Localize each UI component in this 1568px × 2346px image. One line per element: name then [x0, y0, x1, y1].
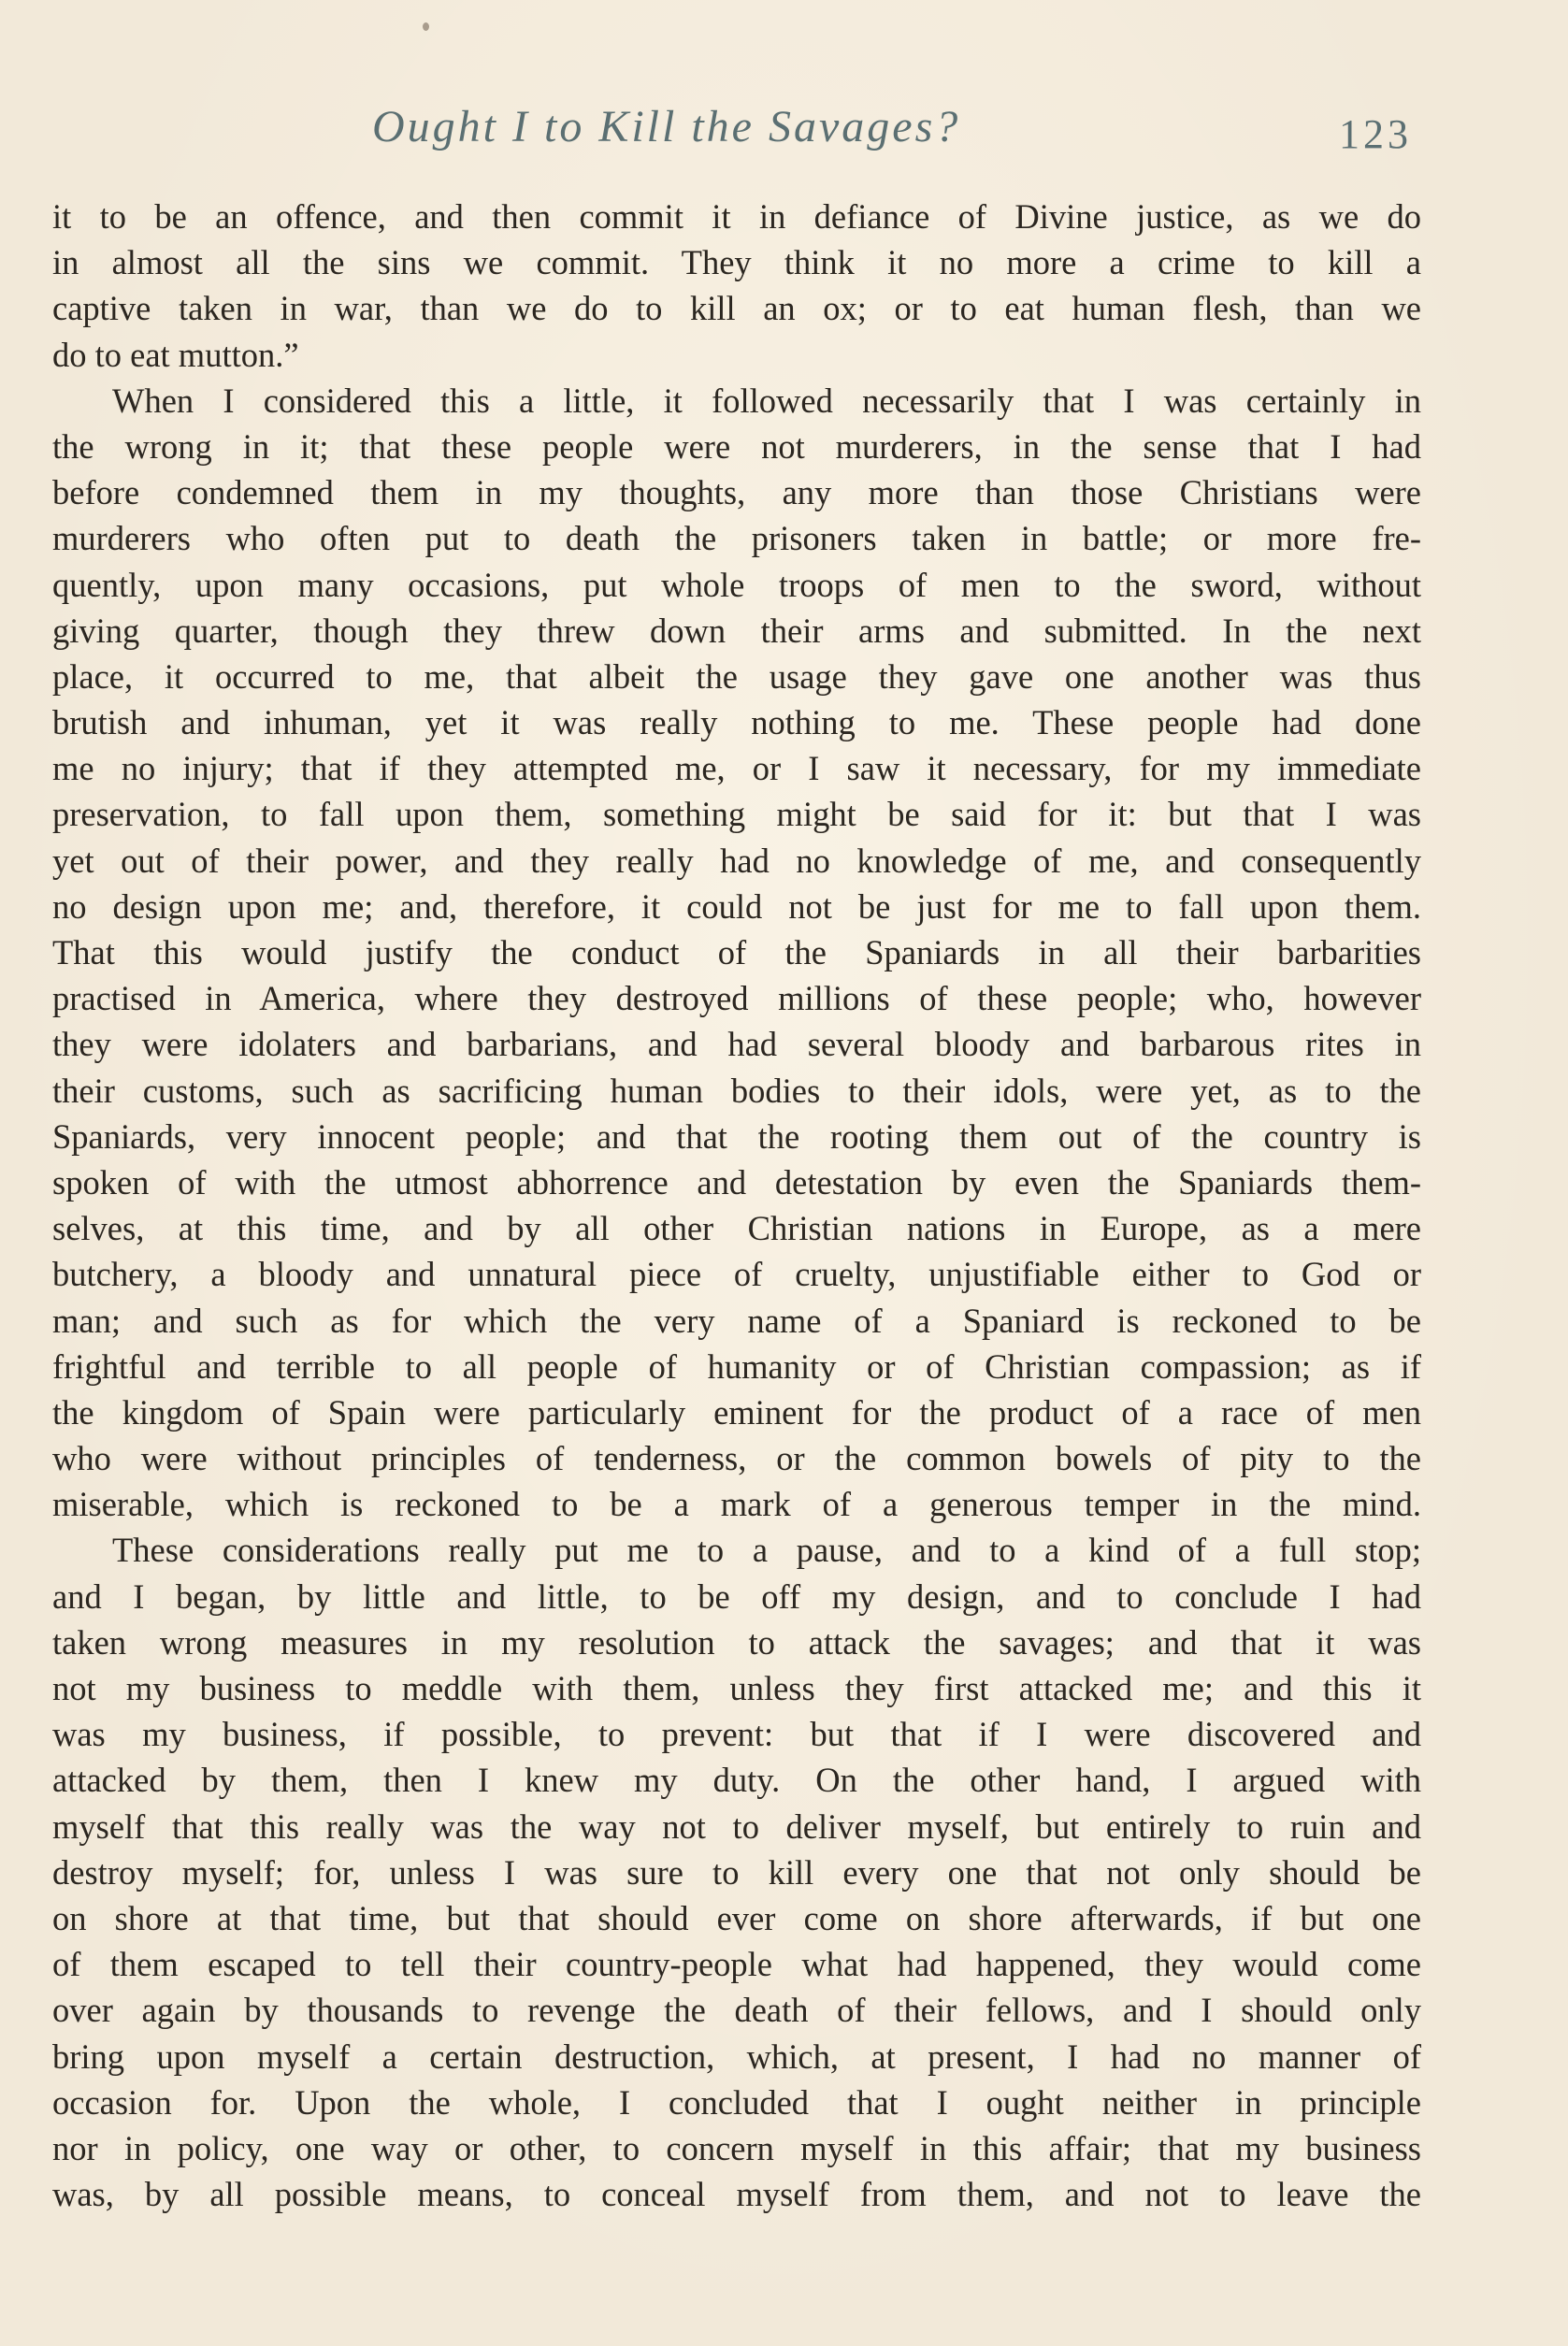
text-line: yet out of their power, and they really had no knowledge of me, and consequently [52, 841, 1421, 880]
text-line: captive taken in war, than we do to kill an ox; or to eat human flesh, than we [52, 289, 1421, 328]
text-line: attacked by them, then I knew my duty. On the other hand, I argued with [52, 1761, 1421, 1800]
text-line: These considerations really put me to a pause, and to a kind of a full stop; [112, 1531, 1421, 1570]
body-text [52, 194, 1421, 2217]
text-line: place, it occurred to me, that albeit the usage they gave one another was thus [52, 656, 1421, 696]
text-line: murderers who often put to death the prisoners taken in battle; or more fre- [52, 519, 1421, 558]
text-line: not my business to meddle with them, unless they first attacked me; and this it [52, 1669, 1421, 1707]
text-line: man; and such as for which the very name of a Spaniard is reckoned to be [52, 1301, 1421, 1340]
text-line: When I considered this a little, it followed necessarily that I was certainly in [112, 381, 1421, 420]
text-line: Spaniards, very innocent people; and that the rooting them out of the country is [52, 1116, 1421, 1156]
text-line: selves, at this time, and by all other Christian nations in Europe, as a mere [52, 1209, 1421, 1248]
text-line: was, by all possible means, to conceal myself from them, and not to leave the [52, 2175, 1421, 2214]
text-line: brutish and inhuman, yet it was really nothing to me. These people had done [52, 703, 1421, 742]
text-line: the wrong in it; that these people were not murderers, in the sense that I had [52, 426, 1421, 466]
text-line: giving quarter, though they threw down their arms and submitted. In the next [52, 611, 1421, 650]
text-line: was my business, if possible, to prevent: but that if I were discovered and [52, 1715, 1421, 1754]
text-line: their customs, such as sacrificing human bodies to their idols, were yet, as to the [52, 1071, 1421, 1110]
text-line: the kingdom of Spain were particularly eminent for the product of a race of men [52, 1392, 1421, 1432]
text-line: in almost all the sins we commit. They think it no more a crime to kill a [52, 243, 1421, 282]
page-number: 123 [1339, 111, 1412, 157]
text-line: nor in policy, one way or other, to concern myself in this affair; that my business [52, 2128, 1421, 2167]
text-line: on shore at that time, but that should ever come on shore afterwards, if but one [52, 1898, 1421, 1937]
text-line: do to eat mutton.” [52, 335, 299, 374]
text-line: preservation, to fall upon them, something might be said for it: but that I was [52, 795, 1421, 834]
text-line: before condemned them in my thoughts, any more than those Christians were [52, 473, 1421, 512]
text-line: who were without principles of tenderness, or the common bowels of pity to the [52, 1439, 1421, 1478]
text-line: over again by thousands to revenge the death of their fellows, and I should only [52, 1991, 1421, 2030]
running-head: Ought I to Kill the Savages? [372, 102, 961, 151]
text-line: That this would justify the conduct of the Spaniards in all their barbarities [52, 933, 1421, 972]
text-line: occasion for. Upon the whole, I concluded that I ought neither in principle [52, 2082, 1421, 2122]
text-line: taken wrong measures in my resolution to attack the savages; and that it was [52, 1622, 1421, 1662]
text-line: practised in America, where they destroyed millions of these people; who, however [52, 979, 1421, 1018]
text-line: of them escaped to tell their country-people what had happened, they would come [52, 1945, 1421, 1984]
text-line: it to be an offence, and then commit it in defiance of Divine justice, as we do [52, 197, 1421, 236]
text-line: they were idolaters and barbarians, and had several bloody and barbarous rites in [52, 1025, 1421, 1064]
text-line: spoken of with the utmost abhorrence and detestation by even the Spaniards them- [52, 1162, 1421, 1202]
text-line: frightful and terrible to all people of humanity or of Christian compassion; as if [52, 1346, 1421, 1386]
text-line: miserable, which is reckoned to be a mark of a generous temper in the mind. [52, 1485, 1421, 1524]
text-line: no design upon me; and, therefore, it could not be just for me to fall upon them. [52, 886, 1421, 926]
text-line: me no injury; that if they attempted me, or I saw it necessary, for my immediate [52, 749, 1421, 788]
text-line: quently, upon many occasions, put whole troops of men to the sword, without [52, 565, 1421, 604]
text-line: destroy myself; for, unless I was sure to kill every one that not only should be [52, 1852, 1421, 1892]
text-line: and I began, by little and little, to be off my design, and to conclude I had [52, 1576, 1421, 1616]
text-line: bring upon myself a certain destruction, which, at present, I had no manner of [52, 2037, 1421, 2076]
text-line: butchery, a bloody and unnatural piece of cruelty, unjustifiable either to God or [52, 1255, 1421, 1294]
text-line: myself that this really was the way not to deliver myself, but entirely to ruin and [52, 1806, 1421, 1846]
ink-speck [423, 22, 429, 31]
